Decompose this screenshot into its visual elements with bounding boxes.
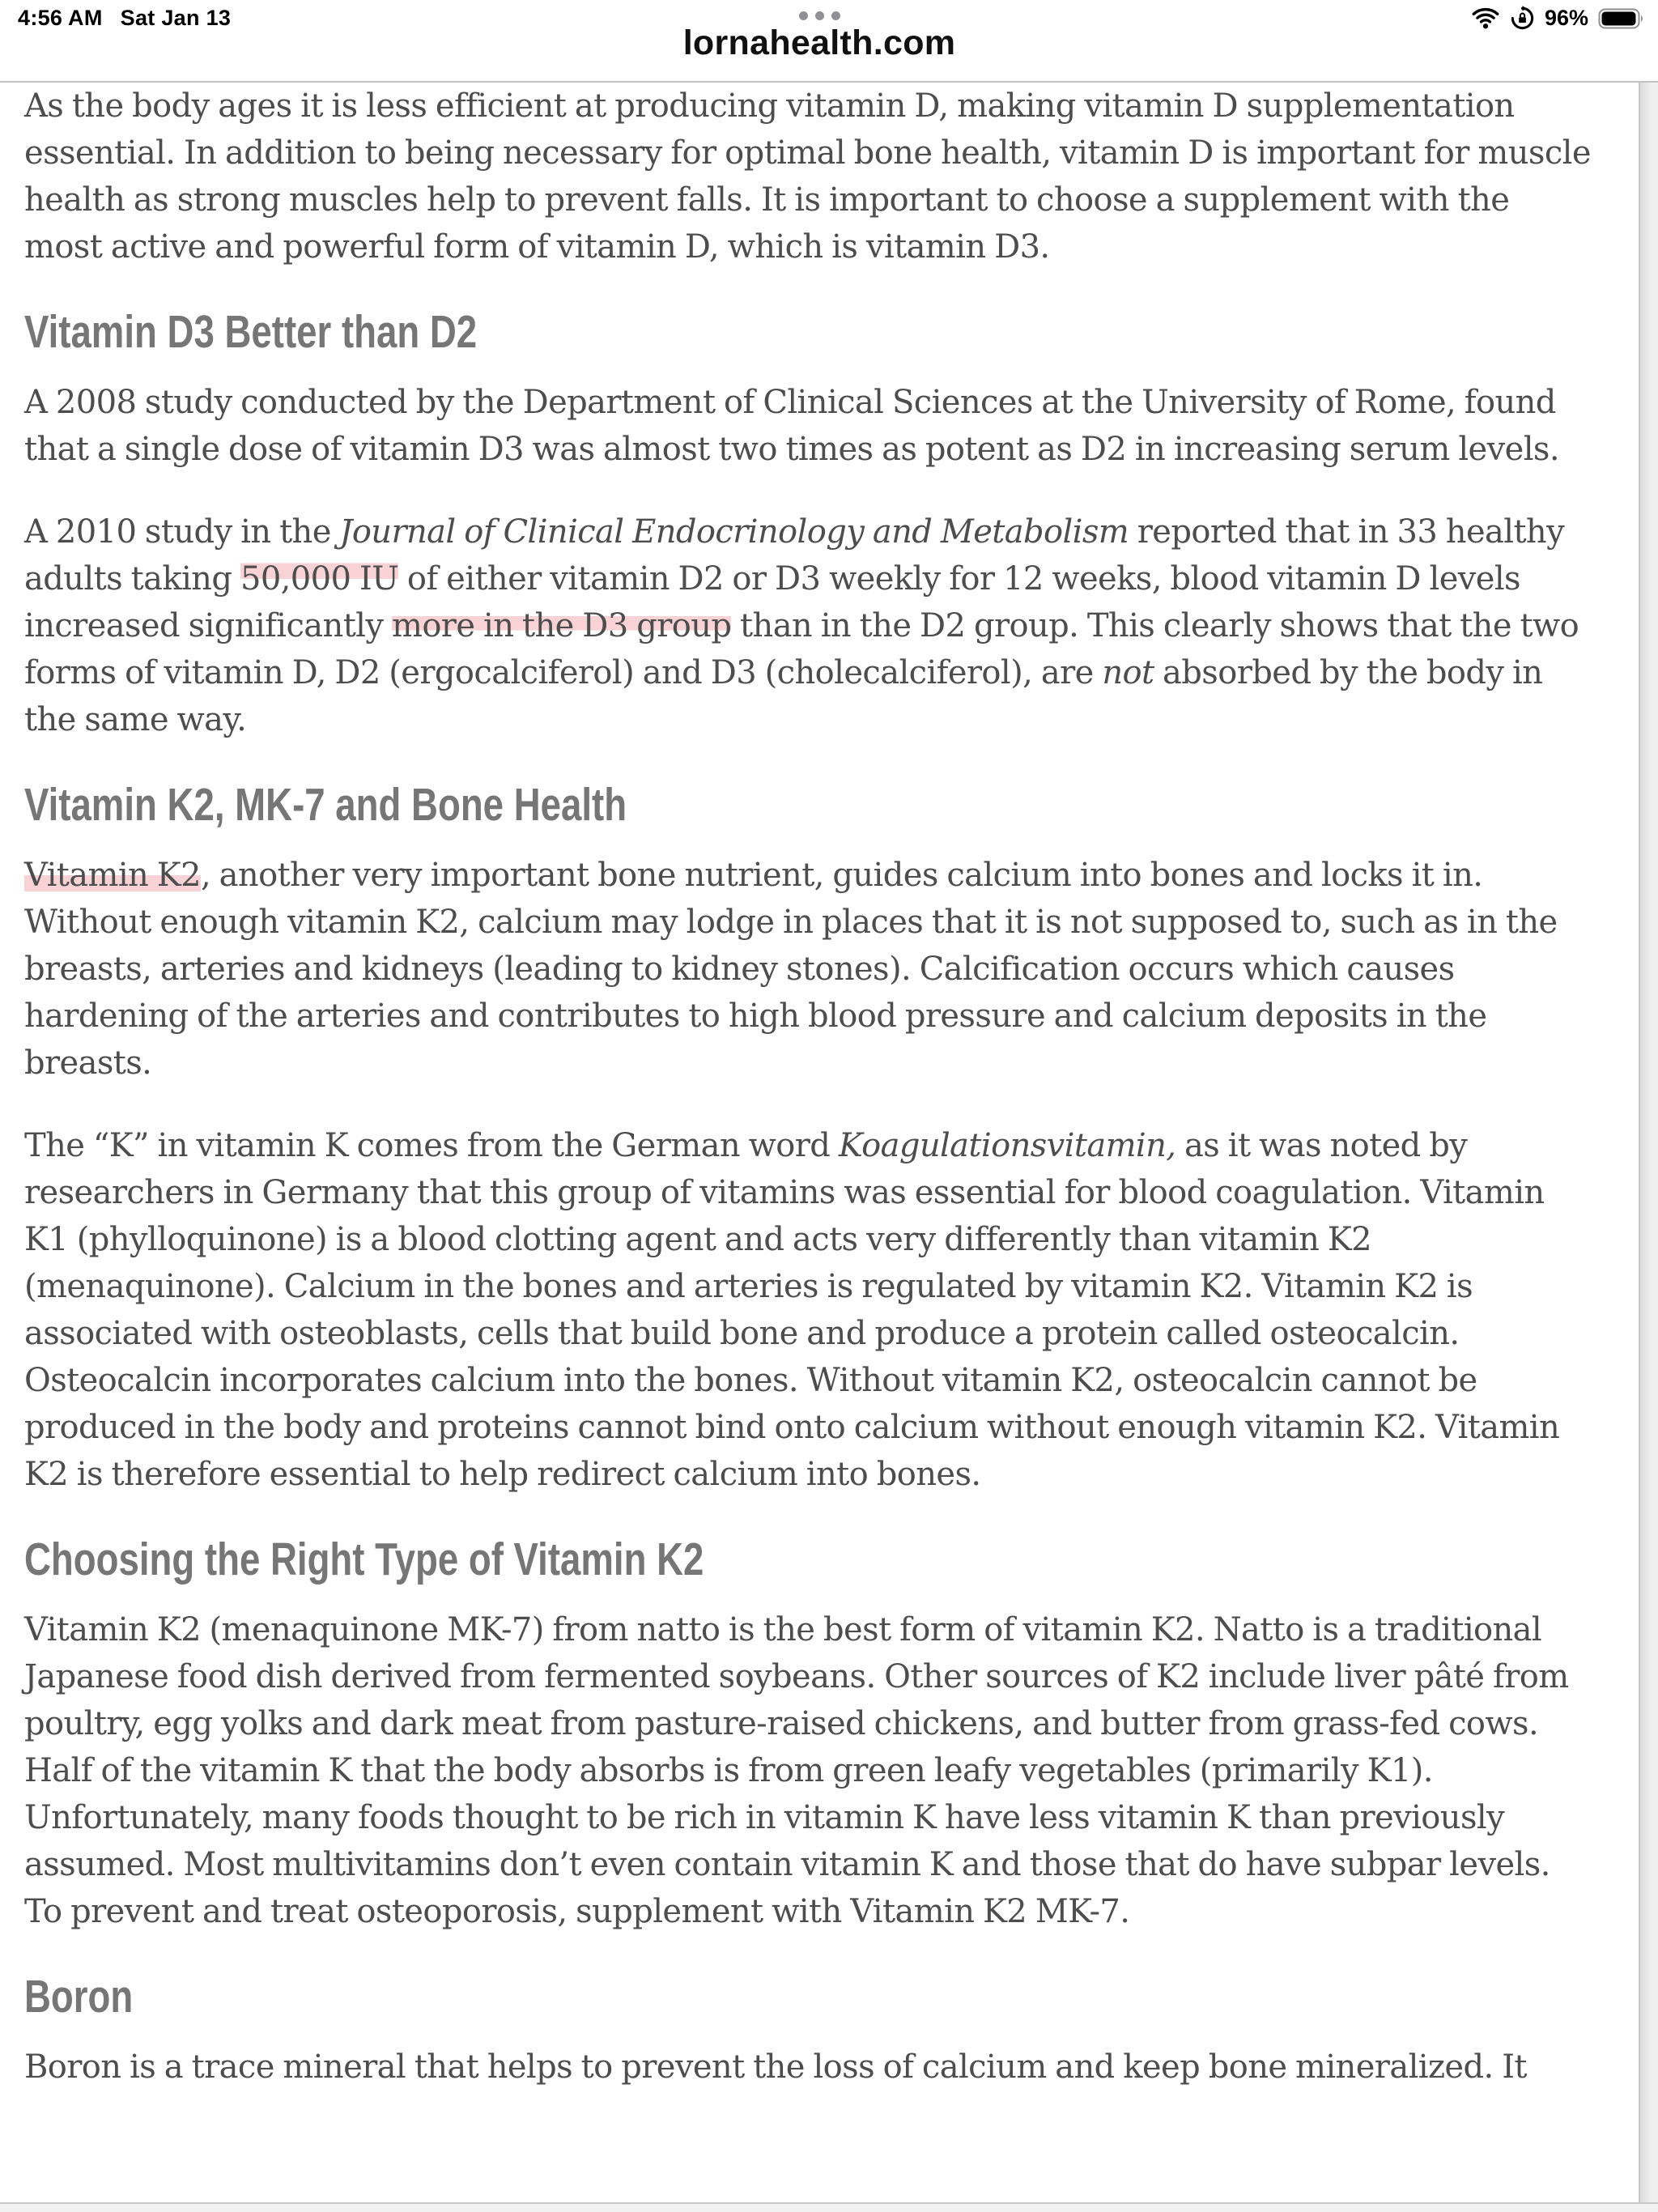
text-run: The “K” in vitamin K comes from the German word <box>24 1127 839 1164</box>
article-content[interactable] <box>0 81 1639 2202</box>
section-heading: Vitamin D3 Better than D2 <box>24 306 478 358</box>
paragraph <box>24 1606 1593 1935</box>
text-run: not <box>1102 654 1154 691</box>
status-bar-right <box>1471 6 1645 31</box>
highlighted-text: 50,000 IU <box>240 560 399 598</box>
text-run: as it was noted by researchers in Germany that this group of vitamins was essential for blood coagulation. Vitamin K1 (phylloquinone) is a blood clotting agent and acts very differently than vitamin K2 (menaquinone). Calcium in the bones and arteries is regulated by vitamin K2. Vitamin K2 is associated with osteoblasts, cells that build bone and produce a protein called osteocalcin. Osteocalcin incorporates calcium into the bones. Without vitamin K2, osteocalcin cannot be produced in the body and proteins cannot bind onto calcium without enough vitamin K2. Vitamin K2 is therefore essential to help redirect calcium into bones. <box>24 1127 1560 1493</box>
highlighted-text: Vitamin K2 <box>24 857 201 894</box>
highlighted-text: more in the D3 group <box>392 607 732 644</box>
paragraph <box>24 852 1593 1087</box>
section-heading: Boron <box>24 1971 134 2023</box>
text-run: A 2010 study in the <box>24 513 340 551</box>
battery-percent: 96% <box>1544 6 1588 30</box>
battery-icon <box>1598 7 1645 30</box>
page-title: lornahealth.com <box>682 23 956 62</box>
header-divider <box>0 81 1658 83</box>
paragraph <box>24 2044 1593 2091</box>
text-run: reported that in 33 healthy adults taking <box>24 513 1565 598</box>
text-run: absorbed by the body in the same way. <box>24 654 1543 738</box>
wifi-icon <box>1471 7 1500 30</box>
page-bottom-edge <box>0 2202 1658 2212</box>
date: Sat Jan 13 <box>120 6 232 30</box>
text-run: of either vitamin D2 or D3 weekly for 12 weeks, blood vitamin D levels increased significantly <box>24 560 1520 644</box>
clock: 4:56 AM <box>18 6 103 30</box>
status-bar-left <box>18 6 231 31</box>
scrollbar-track[interactable] <box>1639 81 1658 2212</box>
text-run: A 2008 study conducted by the Department of Clinical Sciences at the University of Rome, found that a single dose of vitamin D3 was almost two times as potent as D2 in increasing serum levels. <box>24 384 1559 468</box>
text-run: Vitamin K2 (menaquinone MK-7) from natto is the best form of vitamin K2. Natto is a traditional Japanese food dish derived from fermented soybeans. Other sources of K2 include liver pâté from poultry, egg yolks and dark meat from pasture-raised chickens, and butter from grass-fed cows. Half of the vitamin K that the body absorbs is from green leafy vegetables (primarily K1). Unfortunately, many foods thought to be rich in vitamin K have less vitamin K than previously assumed. Most multivitamins don’t even contain vitamin K and those that do have subpar levels. To prevent and treat osteoporosis, supplement with Vitamin K2 MK-7. <box>24 1611 1569 1930</box>
paragraph <box>24 1122 1593 1498</box>
section-heading: Choosing the Right Type of Vitamin K2 <box>24 1534 704 1585</box>
rotation-lock-icon <box>1510 6 1535 31</box>
text-run: Koagulationsvitamin, <box>838 1127 1176 1164</box>
paragraph <box>24 83 1593 270</box>
text-run: Journal of Clinical Endocrinology and Metabolism <box>339 513 1129 551</box>
text-run: than in the D2 group. This clearly shows that the two forms of vitamin D, D2 (ergocalciferol) and D3 (cholecalciferol), are <box>24 607 1579 691</box>
text-run: Boron is a trace mineral that helps to prevent the loss of calcium and keep bone mineralized. It <box>24 2048 1527 2086</box>
paragraph <box>24 379 1593 473</box>
section-heading: Vitamin K2, MK-7 and Bone Health <box>24 779 627 831</box>
text-run: , another very important bone nutrient, guides calcium into bones and locks it in. Without enough vitamin K2, calcium may lodge in places that it is not supposed to, such as in the breasts, arteries and kidneys (leading to kidney stones). Calcification occurs which causes hardening of the arteries and contributes to high blood pressure and calcium deposits in the breasts. <box>24 857 1558 1082</box>
status-bar <box>0 0 1658 32</box>
paragraph <box>24 508 1593 743</box>
text-run: As the body ages it is less efficient at producing vitamin D, making vitamin D supplementation essential. In addition to being necessary for optimal bone health, vitamin D is important for muscle health as strong muscles help to prevent falls. It is important to choose a supplement with the most active and powerful form of vitamin D, which is vitamin D3. <box>24 87 1591 266</box>
